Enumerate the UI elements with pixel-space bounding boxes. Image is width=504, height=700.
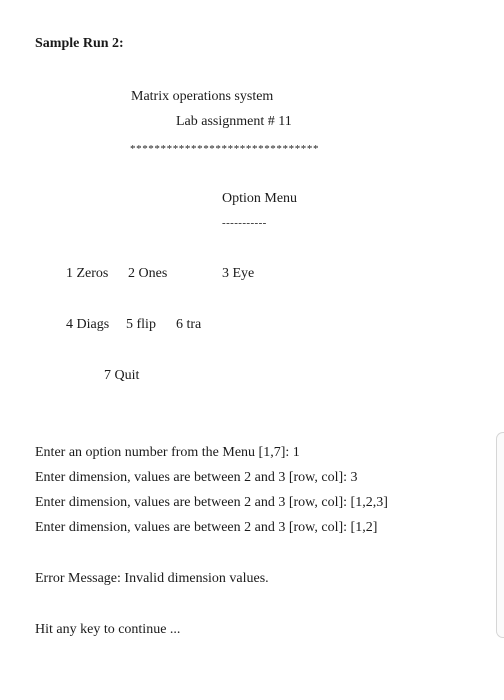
menu-option-quit: 7 Quit xyxy=(104,368,140,383)
stars-divider: ******************************* xyxy=(130,143,320,155)
menu-title-underline: ----------- xyxy=(222,217,267,229)
error-message: Error Message: Invalid dimension values. xyxy=(35,571,269,586)
sample-run-heading: Sample Run 2: xyxy=(35,36,124,51)
continue-prompt: Hit any key to continue ... xyxy=(35,622,181,637)
session-line: Enter dimension, values are between 2 and 3 [row, col]: [1,2] xyxy=(35,520,378,535)
session-line: Enter dimension, values are between 2 and 3 [row, col]: [1,2,3] xyxy=(35,495,388,510)
menu-title: Option Menu xyxy=(222,191,298,206)
program-subtitle: Lab assignment # 11 xyxy=(176,114,292,129)
menu-option-ones: 2 Ones xyxy=(128,266,168,281)
menu-option-tra: 6 tra xyxy=(176,317,202,332)
menu-option-diags: 4 Diags xyxy=(66,317,110,332)
session-line: Enter an option number from the Menu [1,7]: 1 xyxy=(35,445,300,460)
menu-option-flip: 5 flip xyxy=(126,317,156,332)
program-title: Matrix operations system xyxy=(131,89,274,104)
menu-option-zeros: 1 Zeros xyxy=(66,266,109,281)
menu-option-eye: 3 Eye xyxy=(222,266,255,281)
session-line: Enter dimension, values are between 2 and 3 [row, col]: 3 xyxy=(35,470,358,485)
side-panel-edge xyxy=(496,432,504,638)
